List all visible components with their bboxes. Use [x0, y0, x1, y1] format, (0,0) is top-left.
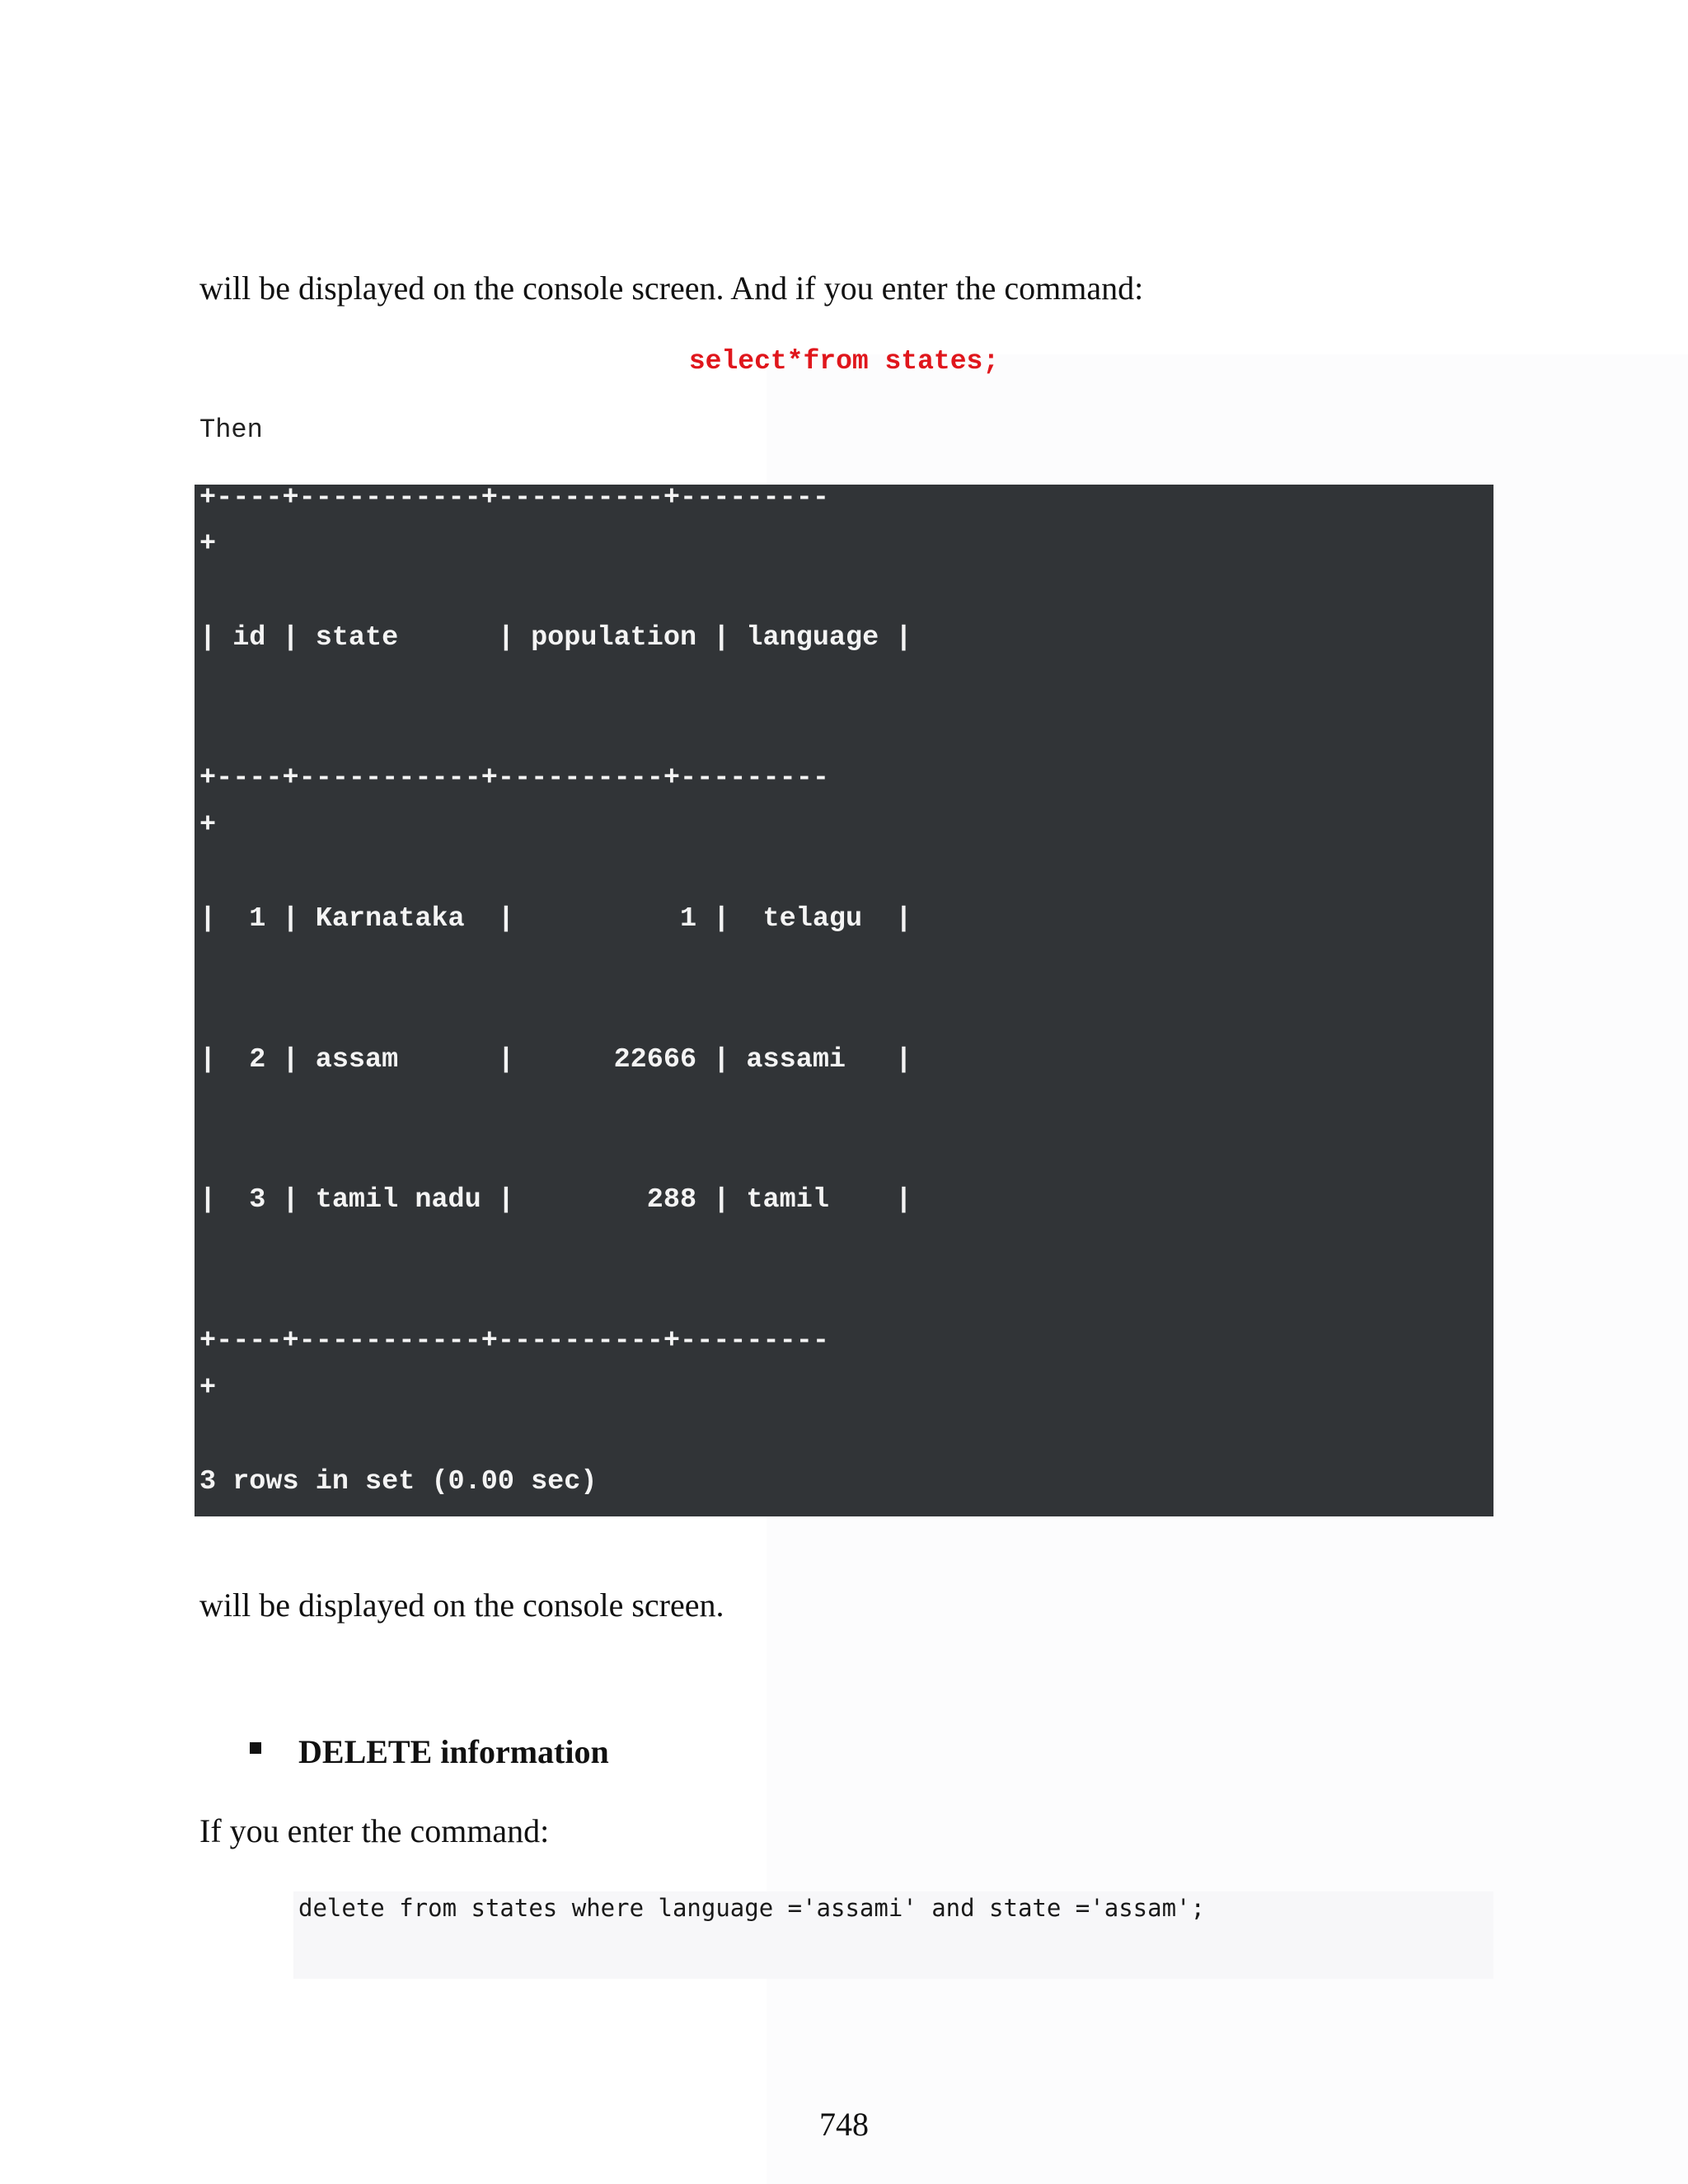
- intro-paragraph: will be displayed on the console screen. And if you enter the command:: [199, 269, 1144, 307]
- if-paragraph: If you enter the command:: [199, 1812, 550, 1849]
- console-border-line: +----+-----------+----------+---------: [199, 762, 829, 794]
- square-bullet-icon: [250, 1742, 261, 1754]
- console-border-plus: +: [199, 528, 217, 560]
- code-block: [293, 1891, 1493, 1979]
- console-border-line: +----+-----------+----------+---------: [199, 1325, 829, 1357]
- after-paragraph: will be displayed on the console screen.: [199, 1586, 724, 1624]
- console-border-line: +----+-----------+----------+---------: [199, 482, 829, 513]
- console-data-row: | 1 | Karnataka | 1 | telagu |: [199, 903, 912, 935]
- select-command: select*from states;: [688, 346, 1000, 377]
- page-number: 748: [819, 2106, 869, 2143]
- console-border-plus: +: [199, 809, 217, 841]
- console-data-row: | 2 | assam | 22666 | assami |: [199, 1044, 912, 1076]
- console-row-count: 3 rows in set (0.00 sec): [199, 1466, 598, 1497]
- delete-command: delete from states where language ='assami' and state ='assam';: [298, 1894, 1205, 1922]
- console-header-row: | id | state | population | language |: [199, 622, 912, 654]
- console-output-block: [195, 482, 1493, 1516]
- console-border-plus: +: [199, 1372, 217, 1404]
- section-heading: DELETE information: [298, 1733, 609, 1770]
- console-data-row: | 3 | tamil nadu | 288 | tamil |: [199, 1184, 912, 1216]
- then-label: Then: [199, 415, 263, 445]
